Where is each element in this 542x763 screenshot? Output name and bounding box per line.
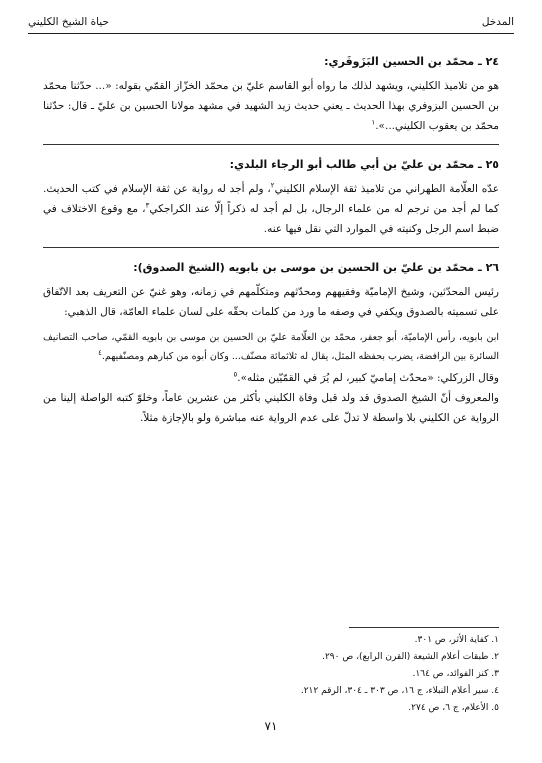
header-rule: [28, 33, 514, 34]
header-book-title: حياة الشيخ الكليني: [28, 16, 109, 28]
entry-24-text: هو من تلاميذ الكليني، ويشهد لذلك ما رواه أبو القاسم عليّ بن محمّد الخزّاز القمّي بقوله: «... حدّثنا محمّد بن الحسين البزوفري بهذا الحديث ـ يعني حديث زيد الشهيد في مشهد مولانا الحسين بن عليّ ـ قال: حدّثنا محمّد بن يعقوب الكليني...».: [43, 80, 499, 132]
footnotes: [43, 632, 499, 717]
entry-25-text-1: عدّه العلّامة الطهراني من تلاميذ ثقة الإسلام الكليني: [274, 183, 499, 195]
footnote-ref-2: ٢: [270, 181, 275, 190]
entry-24-body: [43, 76, 499, 136]
dhahabi-quote: [43, 328, 499, 366]
entry-26-heading: ٢٦ ـ محمّد بن عليّ بن الحسين بن موسى بن بابويه (الشيخ الصدوق):: [133, 261, 499, 274]
footnote-rule: [349, 627, 499, 628]
entry-divider: [43, 144, 499, 145]
header-section-title: المدخل: [481, 16, 514, 28]
footnote-ref-5: ٥: [233, 370, 238, 379]
page-content: [43, 52, 499, 428]
footnote-2: ٢. طبقات أعلام الشيعة (القرن الرابع)، ص ٢٩٠.: [322, 652, 499, 662]
zirikli-quote-text: وقال الزركلي: «محدّث إماميّ كبير، لم يُرَ في القمّيّين مثله».: [237, 372, 499, 384]
page-number: ٧١: [264, 719, 278, 733]
footnote-ref-3: ٣: [145, 201, 150, 210]
entry-26-closing: والمعروف أنّ الشيخ الصدوق قد ولد قبل وفاة الكليني بأكثر من عشرين عاماً، وخلوّ كتبه الواصلة إلينا من الرواية عن الكليني بلا واسطة لا تدلّ على عدم الرواية عنه مباشرة ولو بالإجازة مثلاً.: [43, 392, 499, 424]
entry-25-text-2: ، ولم أجد له رواية عن ثقة الإسلام في كتب الحديث. كما لم أجد من ترجم له من علماء الرجال، بل لم أجد له ذكراً إلّا عند الكراجكي: [43, 183, 499, 215]
footnote-1: ١. كفاية الأثر، ص ٣٠١.: [414, 635, 499, 645]
footnote-ref-1: ١: [371, 118, 376, 127]
footnote-4: ٤. سير أعلام النبلاء، ج ١٦، ص ٣٠٣ ـ ٣٠٤، الرقم ٢١٢.: [300, 686, 499, 696]
entry-25-heading: ٢٥ ـ محمّد بن عليّ بن أبي طالب أبو الرجاء البلدي:: [229, 158, 499, 171]
zirikli-quote: [43, 368, 499, 388]
footnote-ref-4: ٤: [98, 348, 102, 357]
entry-25-text-3: ، مع وقوع الاختلاف في ضبط اسم الرجل وكنيته في الموارد التي نقل فيها عنه.: [43, 203, 499, 235]
entry-divider: [43, 247, 499, 248]
entry-25-body: [43, 179, 499, 239]
entry-26-body: رئيس المحدّثين، وشيخ الإماميّة وفقيههم ومحدّثهم ومتكلّمهم في زمانه، وهو غنيّ عن التعريف بعد الاتّفاق على تسميته بالصدوق ويكفي في وصفه ما ورد من كلمات بحقّه على لسان علماء العامّة، قال الذهبي:: [43, 286, 499, 318]
dhahabi-quote-text: ابن بابويه، رأس الإماميّة، أبو جعفر، محمّد بن العلّامة عليّ بن الحسين بن موسى بن بابويه القمّي، صاحب التصانيف السائرة بين الرافضة، يضرب بحفظه المثل، يقال له ثلاثمائة مصنّف... وكان أبوه من كبارهم ومصنّفيهم.: [43, 332, 499, 362]
running-header: [28, 14, 514, 32]
footnote-3: ٣. كنز الفوائد، ص ١٦٤.: [412, 669, 499, 679]
entry-24-heading: ٢٤ ـ محمّد بن الحسين البَزَوفَري:: [324, 55, 499, 68]
footnote-5: ٥. الأعلام، ج ٦، ص ٢٧٤.: [408, 703, 499, 713]
